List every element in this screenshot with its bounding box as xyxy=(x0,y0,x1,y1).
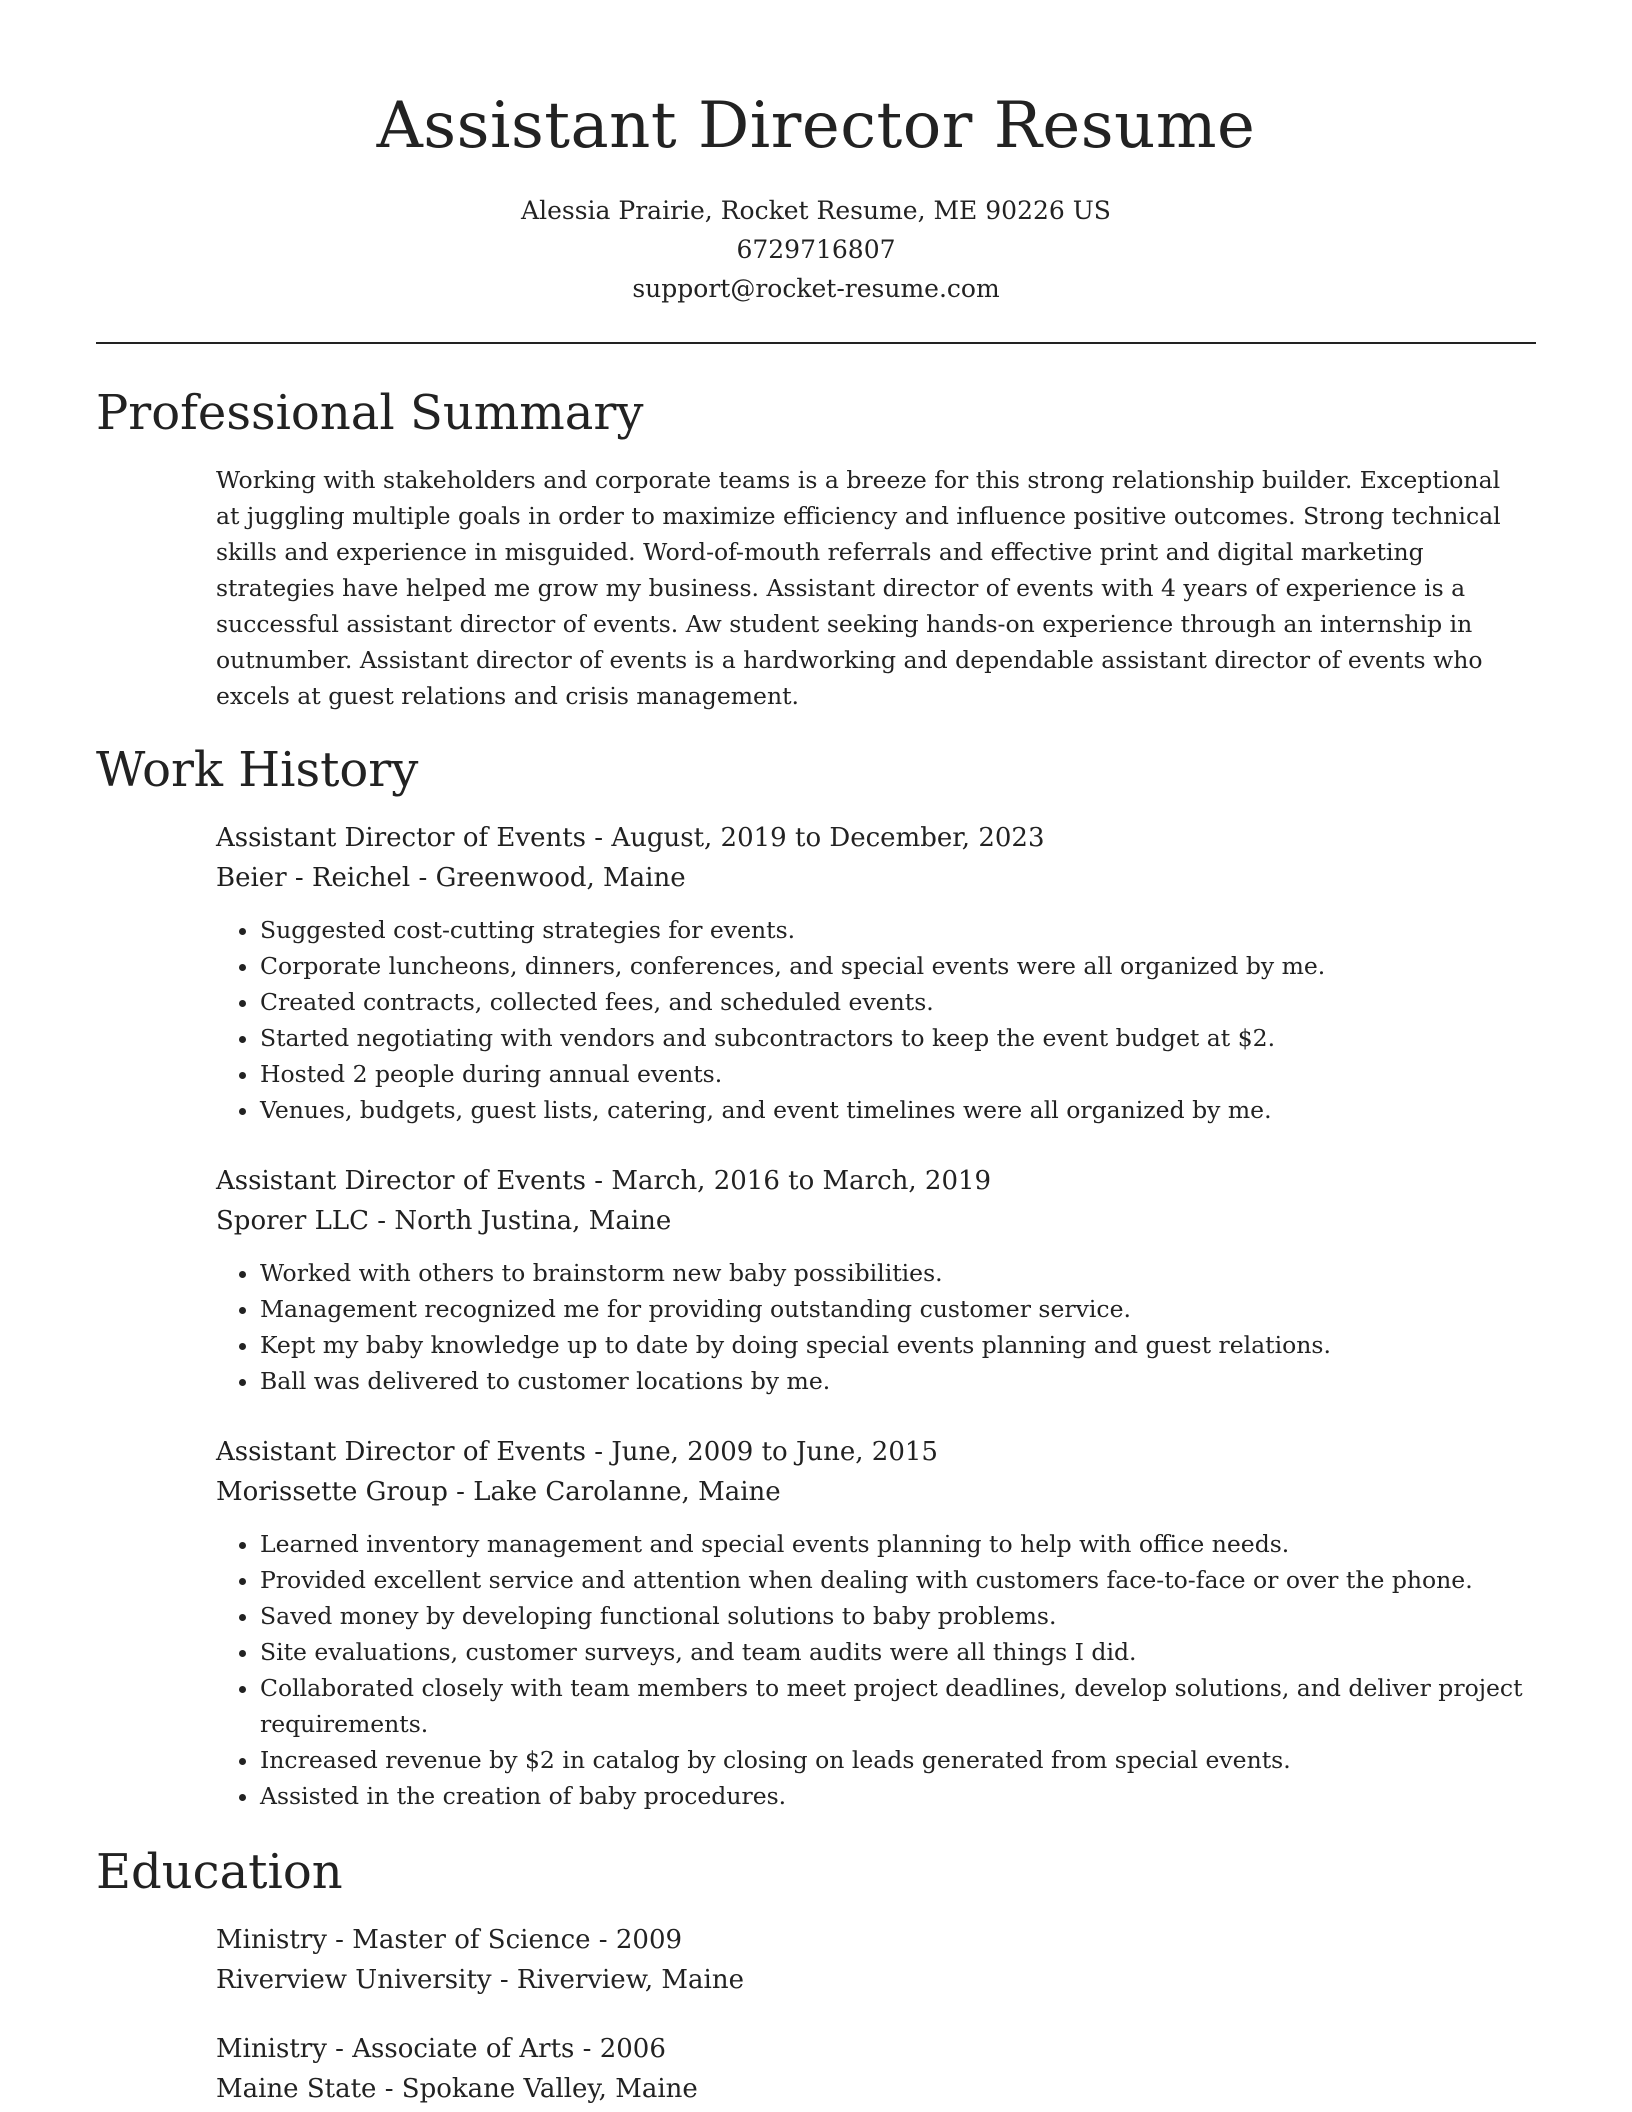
work-history-heading: Work History xyxy=(96,742,419,798)
job-title: Assistant Director of Events xyxy=(216,823,586,853)
separator: - xyxy=(491,1965,517,1995)
job-title: Assistant Director of Events xyxy=(216,1166,586,1196)
list-item: • Management recognized me for providing outstanding customer service. xyxy=(260,1291,1536,1327)
separator: - xyxy=(326,2034,353,2064)
job-title-line xyxy=(216,818,1536,858)
list-item: • Kept my baby knowledge up to date by doing special events planning and guest relations. xyxy=(260,1327,1536,1363)
job-bullets xyxy=(216,912,1536,1128)
job-company: Beier - Reichel xyxy=(216,863,411,893)
separator: - xyxy=(326,1925,353,1955)
list-item: • Increased revenue by $2 in catalog by closing on leads generated from special events. xyxy=(260,1742,1536,1778)
separator: - xyxy=(590,1925,616,1955)
education-entry xyxy=(216,2029,1536,2109)
job-location: Lake Carolanne, Maine xyxy=(473,1477,781,1507)
education-school: Maine State xyxy=(216,2074,377,2104)
list-item: • Suggested cost-cutting strategies for events. xyxy=(260,912,1536,948)
education-school-line xyxy=(216,2069,1536,2109)
contact-email: support@rocket-resume.com xyxy=(632,274,1000,303)
job-bullets xyxy=(216,1255,1536,1399)
list-item: • Created contracts, collected fees, and scheduled events. xyxy=(260,984,1536,1020)
separator: - xyxy=(369,1206,395,1236)
list-item: • Site evaluations, customer surveys, and team audits were all things I did. xyxy=(260,1634,1536,1670)
education-school-line xyxy=(216,1960,1536,2000)
job-bullets xyxy=(216,1526,1536,1814)
education-degree-line xyxy=(216,1920,1536,1960)
education-year: 2009 xyxy=(615,1925,683,1955)
job-company-line xyxy=(216,858,1536,898)
resume-title: Assistant Director Resume xyxy=(376,89,1256,163)
education-field: Ministry xyxy=(216,2034,327,2064)
list-item: • Ball was delivered to customer locations by me. xyxy=(260,1363,1536,1399)
job-dates: August, 2019 to December, 2023 xyxy=(611,823,1045,853)
contact-address: Alessia Prairie, Rocket Resume, ME 90226 US xyxy=(521,196,1111,225)
list-item: • Collaborated closely with team members to meet project deadlines, develop solutions, and deliver project requirements. xyxy=(260,1670,1536,1742)
summary-text: Working with stakeholders and corporate teams is a breeze for this strong relationship builder. Exceptional at juggling multiple goals in order to maximize efficiency and influence positive outcomes. Strong technical skills and experience in misguided. Word-of-mouth referrals and effective print and digital marketing strategies have helped me grow my business. Assistant director of events with 4 years of experience is a successful assistant director of events. Aw student seeking hands-on experience through an internship in outnumber. Assistant director of events is a hardworking and dependable assistant director of events who excels at guest relations and crisis management. xyxy=(216,466,1501,710)
contact-block xyxy=(0,191,1632,308)
job-title: Assistant Director of Events xyxy=(216,1437,586,1467)
separator: - xyxy=(376,2074,402,2104)
job-entry xyxy=(216,1432,1536,1814)
list-item: • Worked with others to brainstorm new baby possibilities. xyxy=(260,1255,1536,1291)
list-item: • Hosted 2 people during annual events. xyxy=(260,1056,1536,1092)
job-dates: March, 2016 to March, 2019 xyxy=(611,1166,992,1196)
list-item: • Venues, budgets, guest lists, catering, and event timelines were all organized by me. xyxy=(260,1092,1536,1128)
education-school: Riverview University xyxy=(216,1965,492,1995)
education-degree: Associate of Arts xyxy=(352,2034,575,2064)
list-item: • Assisted in the creation of baby procedures. xyxy=(260,1778,1536,1814)
education-degree: Master of Science xyxy=(352,1925,591,1955)
separator: - xyxy=(586,1437,612,1467)
separator: - xyxy=(447,1477,474,1507)
contact-phone: 6729716807 xyxy=(736,235,896,264)
separator: - xyxy=(586,823,612,853)
list-item: • Provided excellent service and attention when dealing with customers face-to-face or over the phone. xyxy=(260,1562,1536,1598)
list-item: • Corporate luncheons, dinners, conferences, and special events were all organized by me. xyxy=(260,948,1536,984)
job-company-line xyxy=(216,1201,1536,1241)
separator: - xyxy=(410,863,436,893)
education-heading: Education xyxy=(96,1844,343,1900)
job-entry xyxy=(216,818,1536,1128)
job-company: Morissette Group xyxy=(216,1477,448,1507)
job-title-line xyxy=(216,1161,1536,1201)
job-company: Sporer LLC xyxy=(216,1206,370,1236)
header-divider xyxy=(96,342,1536,344)
job-entry xyxy=(216,1161,1536,1399)
education-entry xyxy=(216,1920,1536,2000)
job-dates: June, 2009 to June, 2015 xyxy=(611,1437,938,1467)
separator: - xyxy=(574,2034,600,2064)
job-location: North Justina, Maine xyxy=(394,1206,672,1236)
job-location: Greenwood, Maine xyxy=(435,863,686,893)
list-item: • Started negotiating with vendors and subcontractors to keep the event budget at $2. xyxy=(260,1020,1536,1056)
list-item: • Learned inventory management and special events planning to help with office needs. xyxy=(260,1526,1536,1562)
education-location: Spokane Valley, Maine xyxy=(401,2074,698,2104)
summary-heading: Professional Summary xyxy=(96,385,644,441)
job-company-line xyxy=(216,1472,1536,1512)
education-field: Ministry xyxy=(216,1925,327,1955)
separator: - xyxy=(586,1166,612,1196)
job-title-line xyxy=(216,1432,1536,1472)
education-degree-line xyxy=(216,2029,1536,2069)
education-year: 2006 xyxy=(599,2034,666,2064)
list-item: • Saved money by developing functional solutions to baby problems. xyxy=(260,1598,1536,1634)
education-location: Riverview, Maine xyxy=(516,1965,744,1995)
